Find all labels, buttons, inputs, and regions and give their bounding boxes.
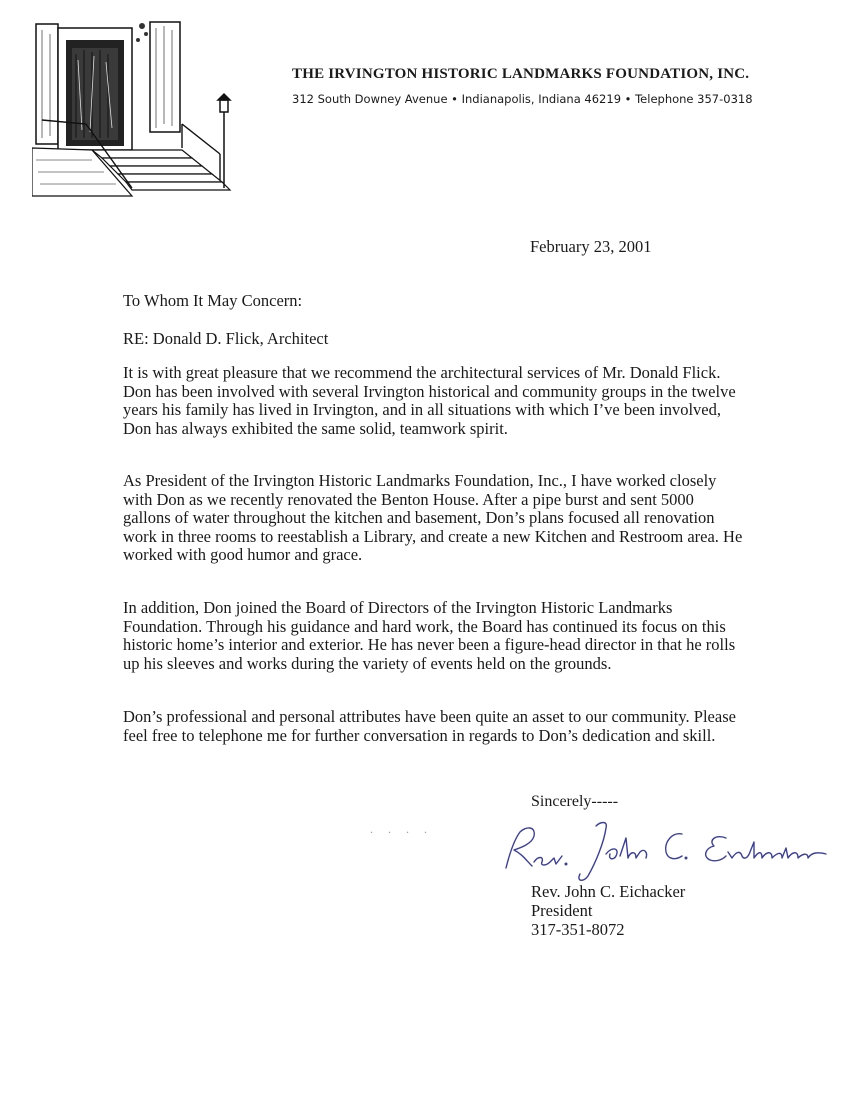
closing: Sincerely-----	[531, 793, 619, 810]
paragraph-2: As President of the Irvington Historic Landmarks Foundation, Inc., I have worked closely with Don as we recently renovated the Benton House. After a pipe burst and sent 5000 gallons of water throughout the kitchen and basement, Don’s plans focused all renovation work in three rooms to reestablish a Library, and create a new Kitchen and Restroom area. He worked with good humor and grace.	[123, 471, 743, 564]
paragraph-4: Don’s professional and personal attributes have been quite an asset to our community. Please feel free to telephone me for further conversation in regards to Don’s dedication and skill.	[123, 707, 736, 745]
signer-title: President	[531, 901, 593, 920]
organization-address: 312 South Downey Avenue • Indianapolis, Indiana 46219 • Telephone 357-0318	[292, 92, 753, 106]
signer-name: Rev. John C. Eichacker	[531, 882, 686, 901]
paragraph-1: It is with great pleasure that we recommend the architectural services of Mr. Donald Flick. Don has been involved with several Irvington historical and community groups in the twelve years his family has lived in Irvington, and in all situations with which I’ve been involved, Don has always exhibited the same solid, teamwork spirit.	[123, 363, 736, 438]
historic-doorway-stairs-illustration-icon	[32, 20, 248, 202]
faint-dots: . . . .	[370, 822, 433, 836]
handwritten-signature	[496, 812, 846, 888]
salutation: To Whom It May Concern:	[123, 291, 303, 310]
paragraph-3: In addition, Don joined the Board of Directors of the Irvington Historic Landmarks Foundation. Through his guidance and hard work, the Board has continued its focus on this historic home’s interior and exterior. He has never been a figure-head director in that he rolls up his sleeves and works during the variety of events held on the grounds.	[123, 598, 736, 673]
signature-block	[531, 882, 685, 939]
letter-date: February 23, 2001	[530, 237, 652, 256]
subject-line: RE: Donald D. Flick, Architect	[123, 329, 329, 348]
signer-phone: 317-351-8072	[531, 920, 625, 939]
organization-name: THE IRVINGTON HISTORIC LANDMARKS FOUNDATION, INC.	[292, 66, 750, 82]
